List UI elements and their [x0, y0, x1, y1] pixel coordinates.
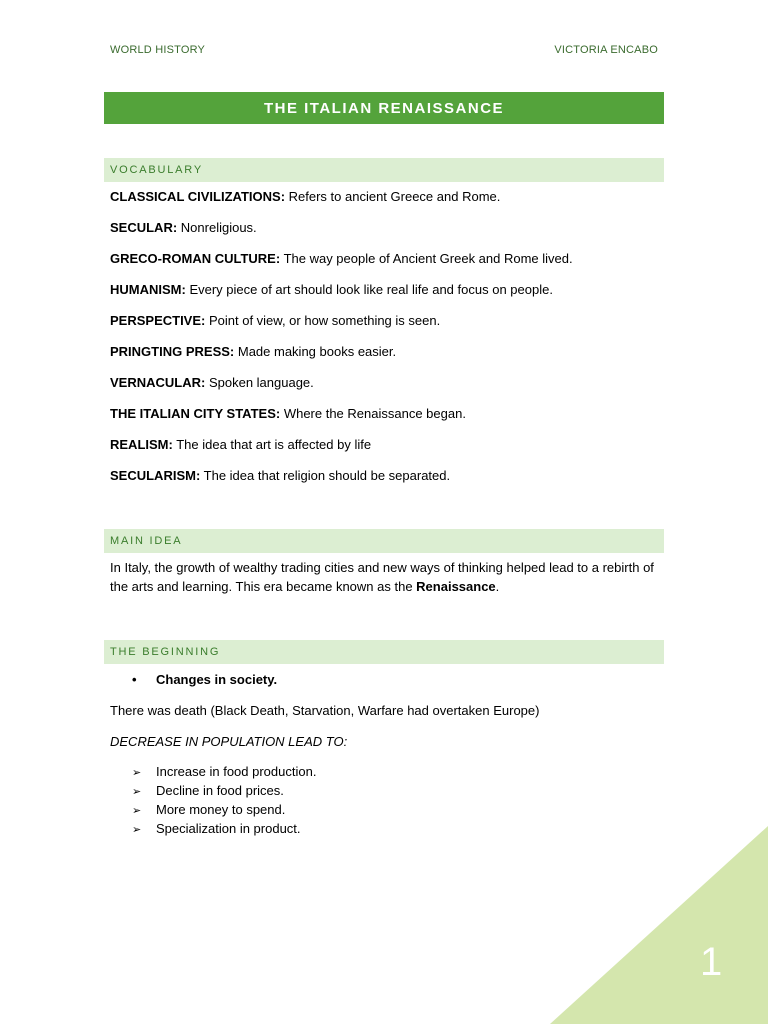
section-heading-main-idea: MAIN IDEA	[104, 529, 664, 553]
vocab-item	[110, 344, 396, 360]
vocab-term: PERSPECTIVE:	[110, 313, 206, 328]
arrow-bullet-icon: ➢	[132, 767, 142, 779]
arrow-bullet-icon: ➢	[132, 824, 142, 836]
vocab-definition: Spoken language.	[205, 375, 314, 390]
bullet-item	[132, 672, 277, 688]
section-heading-the-beginning: THE BEGINNING	[104, 640, 664, 664]
main-idea-text: In Italy, the growth of wealthy trading cities and new ways of thinking helped lead to a rebirth of the arts and learning. This era became known as the	[110, 560, 654, 594]
vocab-definition: Every piece of art should look like real life and focus on people.	[185, 282, 553, 297]
vocab-definition: Where the Renaissance began.	[280, 406, 466, 421]
vocab-term: GRECO-ROMAN CULTURE:	[110, 251, 281, 266]
arrow-bullet-icon: ➢	[132, 805, 142, 817]
arrow-bullet-icon: ➢	[132, 786, 142, 798]
list-item-text: Increase in food production.	[156, 764, 317, 779]
vocab-term: HUMANISM:	[110, 282, 186, 297]
vocab-definition: The way people of Ancient Greek and Rome lived.	[280, 251, 573, 266]
section-heading-vocabulary: VOCABULARY	[104, 158, 664, 182]
vocab-definition: The idea that art is affected by life	[172, 437, 372, 452]
vocab-term: VERNACULAR:	[110, 375, 206, 390]
list-item	[132, 764, 316, 781]
list-item-text: Specialization in product.	[156, 821, 301, 836]
vocab-item	[110, 282, 553, 298]
header-course: WORLD HISTORY	[110, 44, 206, 56]
vocab-item	[110, 375, 314, 391]
bullet-text: Changes in society.	[156, 672, 278, 687]
list-item-text: Decline in food prices.	[156, 783, 284, 798]
vocab-term: SECULAR:	[110, 220, 178, 235]
list-item-text: More money to spend.	[156, 802, 286, 817]
main-idea-end: .	[495, 579, 500, 594]
vocab-term: REALISM:	[110, 437, 173, 452]
vocab-definition: Nonreligious.	[177, 220, 257, 235]
main-idea-paragraph	[110, 558, 662, 596]
main-idea-keyword: Renaissance	[416, 579, 496, 594]
bullet-dot-icon: •	[132, 672, 137, 687]
list-item	[132, 783, 284, 800]
vocab-term: SECULARISM:	[110, 468, 201, 483]
document-title: THE ITALIAN RENAISSANCE	[104, 92, 664, 124]
list-item	[132, 802, 285, 819]
vocab-item	[110, 468, 450, 484]
vocab-item	[110, 313, 440, 329]
list-item	[132, 821, 301, 838]
vocab-term: PRINGTING PRESS:	[110, 344, 235, 359]
vocab-item	[110, 437, 371, 453]
page-number: 1	[700, 940, 723, 984]
header-author: VICTORIA ENCABO	[554, 44, 658, 56]
vocab-definition: The idea that religion should be separated.	[200, 468, 451, 483]
beginning-subheading: DECREASE IN POPULATION LEAD TO:	[110, 734, 348, 749]
vocab-term: CLASSICAL CIVILIZATIONS:	[110, 189, 286, 204]
vocab-definition: Refers to ancient Greece and Rome.	[285, 189, 501, 204]
vocab-item	[110, 220, 257, 236]
vocab-item	[110, 406, 466, 422]
vocab-term: THE ITALIAN CITY STATES:	[110, 406, 281, 421]
vocab-item	[110, 189, 500, 205]
vocab-definition: Point of view, or how something is seen.	[205, 313, 441, 328]
vocab-definition: Made making books easier.	[234, 344, 397, 359]
beginning-line: There was death (Black Death, Starvation, Warfare had overtaken Europe)	[110, 703, 540, 718]
vocab-item	[110, 251, 573, 267]
